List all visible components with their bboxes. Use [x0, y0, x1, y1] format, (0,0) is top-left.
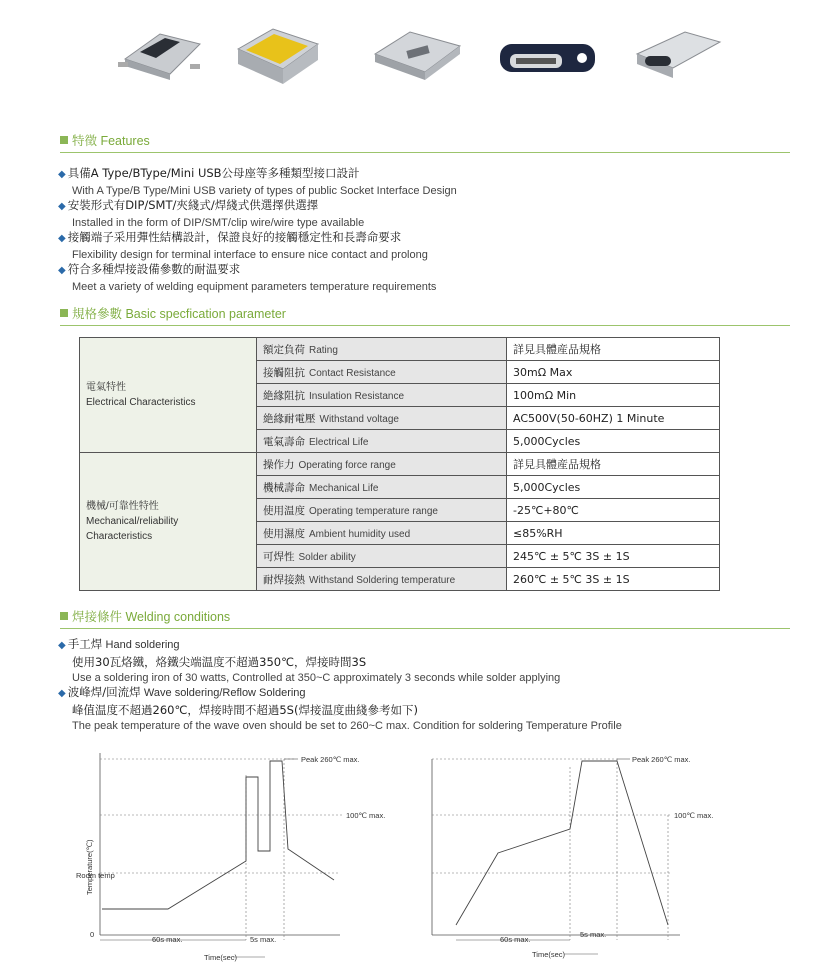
peak-label: Peak 260℃ max.: [632, 755, 691, 764]
param-en: Ambient humidity used: [309, 528, 411, 540]
param-zh: 額定負荷: [263, 343, 305, 356]
hand-soldering-desc-en: Use a soldering iron of 30 watts, Controlled at 350~C approximately 3 seconds while solder applying: [72, 672, 561, 684]
feature-en: Installed in the form of DIP/SMT/clip wire/wire type available: [72, 217, 365, 229]
feature-zh: 安裝形式有DIP/SMT/夾綫式/焊綫式供選擇供選擇: [67, 198, 319, 212]
mini-usb-connector-image: [110, 14, 210, 84]
span-label-5s: 5s max.: [580, 930, 607, 939]
temperature-curve: [456, 761, 668, 925]
temperature-curve: [102, 761, 334, 909]
feature-item: [58, 165, 457, 199]
diamond-bullet-icon: ◆: [58, 265, 66, 276]
feature-zh: 接觸端子采用彈性結構設計，保證良好的接觸穩定性和長壽命要求: [67, 230, 402, 244]
diamond-bullet-icon: ◆: [58, 688, 66, 699]
param-cell: [257, 545, 507, 568]
type-c-connector-image: [625, 14, 725, 84]
value-cell: 245℃ ± 5℃ 3S ± 1S: [507, 545, 720, 568]
value-cell: ≤85%RH: [507, 522, 720, 545]
param-en: Mechanical Life: [309, 482, 379, 494]
micro-usb-connector-image: [365, 14, 465, 89]
wave-soldering-profile-chart: [420, 745, 720, 965]
category-en: Characteristics: [86, 531, 153, 542]
wave-soldering-en: Wave soldering/Reflow Soldering: [143, 687, 306, 699]
features-section-header: [60, 131, 790, 153]
hand-soldering-profile-chart: [70, 745, 400, 965]
param-cell: [257, 453, 507, 476]
param-zh: 電氣壽命: [263, 435, 305, 448]
welding-heading: 焊接條件 Welding conditions: [72, 610, 231, 624]
value-cell: 260℃ ± 5℃ 3S ± 1S: [507, 568, 720, 591]
category-zh: 電氣特性: [86, 382, 126, 393]
value-cell: 詳見具體産品規格: [507, 453, 720, 476]
param-zh: 使用温度: [263, 504, 305, 517]
param-zh: 絶緣阻抗: [263, 389, 305, 402]
param-cell: [257, 522, 507, 545]
y-tick-room-temp: Room temp: [76, 871, 115, 880]
param-zh: 操作力: [263, 458, 295, 471]
square-bullet-icon: [60, 612, 68, 620]
x-axis-label: Time(sec): [532, 950, 566, 959]
category-cell: [80, 453, 257, 591]
category-en: Mechanical/reliability: [86, 516, 179, 527]
product-images: [0, 0, 834, 120]
param-zh: 可焊性: [263, 550, 295, 563]
table-row: [80, 453, 720, 476]
param-zh: 耐焊接熱: [263, 573, 305, 586]
param-cell: [257, 568, 507, 591]
hand-soldering-desc-zh: 使用30瓦烙鐵，烙鐵尖端温度不超過350℃，焊接時間3S: [72, 655, 367, 669]
feature-en: Flexibility design for terminal interface to ensure nice contact and prolong: [72, 249, 428, 261]
category-en: Electrical Characteristics: [86, 397, 196, 408]
category-zh: 機械/可靠性特性: [86, 501, 159, 512]
usb-connector-yellow-image: [228, 14, 328, 89]
diamond-bullet-icon: ◆: [58, 201, 66, 212]
feature-item: [58, 261, 436, 295]
y-axis-label: Temperature(℃): [85, 839, 94, 895]
wave-soldering-desc-en: The peak temperature of the wave oven should be set to 260~C max. Condition for soldering Temperature Profile: [72, 720, 622, 732]
value-cell: 詳見具體産品規格: [507, 338, 720, 361]
param-en: Solder ability: [298, 551, 356, 563]
square-bullet-icon: [60, 136, 68, 144]
feature-zh: 具備A Type/BType/Mini USB公母座等多種類型接口設計: [67, 166, 360, 180]
wave-soldering-zh: 波峰焊/回流焊: [67, 685, 141, 699]
param-cell: [257, 430, 507, 453]
feature-item: [58, 229, 428, 263]
spec-heading: 規格參數 Basic specfication parameter: [72, 307, 286, 321]
category-cell: [80, 338, 257, 453]
param-en: Insulation Resistance: [309, 390, 405, 402]
span-label-60s: 60s max.: [152, 935, 183, 944]
value-cell: 100mΩ Min: [507, 384, 720, 407]
hand-soldering-en: Hand soldering: [105, 639, 180, 651]
waterproof-usb-connector-image: [490, 14, 600, 84]
span-label-60s: 60s max.: [500, 935, 531, 944]
diamond-bullet-icon: ◆: [58, 169, 66, 180]
param-zh: 機械壽命: [263, 481, 305, 494]
hand-soldering-block: [58, 636, 560, 686]
param-en: Withstand voltage: [319, 413, 399, 425]
param-en: Contact Resistance: [309, 367, 396, 379]
feature-zh: 符合多種焊接設備參數的耐温要求: [67, 262, 241, 276]
value-cell: -25℃+80℃: [507, 499, 720, 522]
param-zh: 絶緣耐電壓: [263, 412, 316, 425]
param-cell: [257, 476, 507, 499]
param-en: Electrical Life: [309, 436, 369, 448]
table-row: [80, 338, 720, 361]
value-cell: 5,000Cycles: [507, 430, 720, 453]
wave-soldering-block: [58, 684, 622, 734]
diamond-bullet-icon: ◆: [58, 640, 66, 651]
param-en: Operating force range: [298, 459, 396, 471]
square-bullet-icon: [60, 309, 68, 317]
wave-soldering-desc-zh: 峰值温度不超過260℃，焊接時間不超過5S(焊接温度曲綫參考如下): [72, 703, 418, 717]
param-en: Operating temperature range: [309, 505, 438, 517]
param-cell: [257, 384, 507, 407]
peak-label: Peak 260℃ max.: [301, 755, 360, 764]
value-cell: 5,000Cycles: [507, 476, 720, 499]
feature-en: With A Type/B Type/Mini USB variety of types of public Socket Interface Design: [72, 185, 457, 197]
span-label-5s: 5s max.: [250, 935, 277, 944]
param-zh: 接觸阻抗: [263, 366, 305, 379]
feature-item: [58, 197, 364, 231]
limit-label: 100℃ max.: [346, 811, 386, 820]
y-tick-zero: 0: [90, 930, 95, 939]
param-cell: [257, 361, 507, 384]
spec-table: [79, 337, 720, 591]
param-en: Withstand Soldering temperature: [309, 574, 456, 586]
feature-en: Meet a variety of welding equipment parameters temperature requirements: [72, 281, 437, 293]
param-en: Rating: [309, 344, 338, 356]
param-cell: [257, 499, 507, 522]
value-cell: 30mΩ Max: [507, 361, 720, 384]
param-zh: 使用濕度: [263, 527, 305, 540]
diamond-bullet-icon: ◆: [58, 233, 66, 244]
spec-section-header: [60, 304, 790, 326]
param-cell: [257, 407, 507, 430]
features-heading: 特徵 Features: [72, 134, 150, 148]
value-cell: AC500V(50-60HZ) 1 Minute: [507, 407, 720, 430]
welding-section-header: [60, 607, 790, 629]
hand-soldering-zh: 手工焊: [67, 637, 103, 651]
limit-label: 100℃ max.: [674, 811, 714, 820]
x-axis-label: Time(sec): [204, 953, 238, 962]
param-cell: [257, 338, 507, 361]
